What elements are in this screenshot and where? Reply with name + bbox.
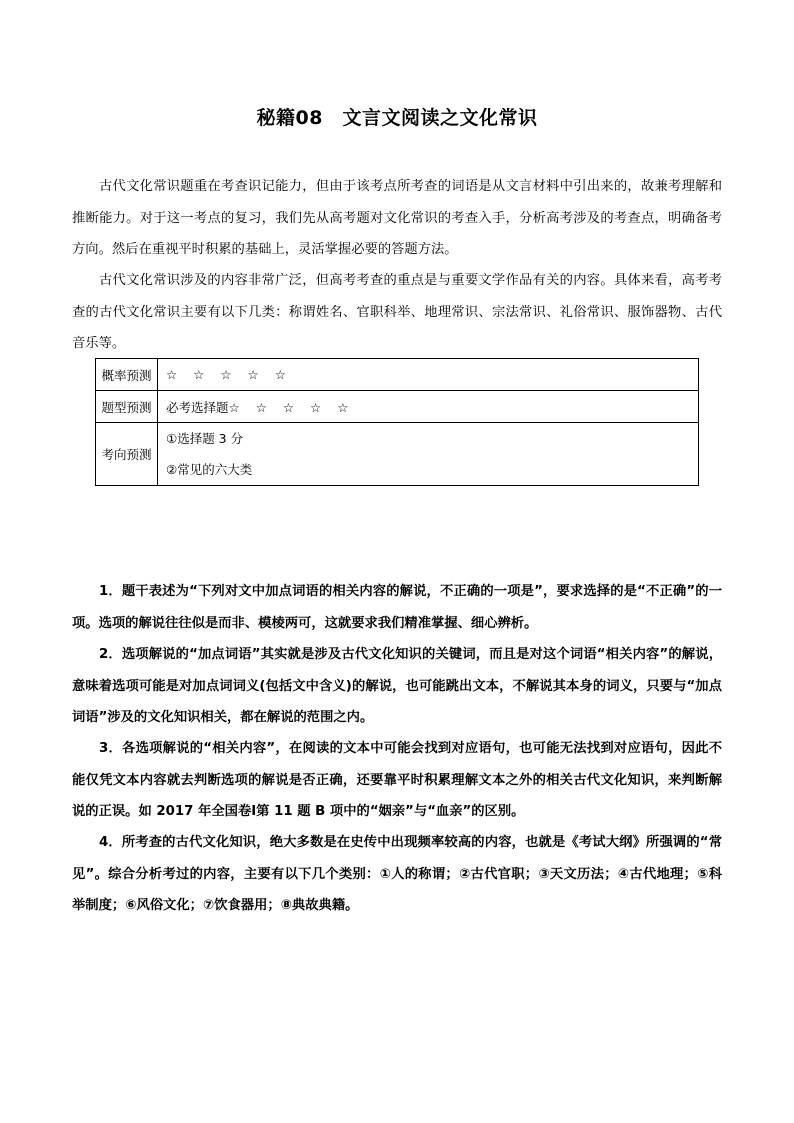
probability-label: 概率预测	[96, 359, 158, 391]
table-row	[96, 359, 699, 391]
question-type-value	[158, 391, 699, 423]
intro-paragraph-2: 古代文化常识涉及的内容非常广泛，但高考考查的重点是与重要文学作品有关的内容。具体来看，高考考查的古代文化常识主要有以下几类：称谓姓名、官职科举、地理常识、宗法常识、礼俗常识、服饰器物、古代音乐等。	[72, 273, 722, 351]
direction-value	[158, 423, 699, 486]
point-paragraph-1: 1．题干表述为“下列对文中加点词语的相关内容的解说，不正确的一项是”，要求选择的是“不正确”的一项。选项的解说往往似是而非、模棱两可，这就要求我们精准掌握、细心辨析。	[72, 584, 722, 631]
direction-line-2: ②常见的六大类	[166, 462, 253, 477]
question-type-text: 必考选择题	[166, 399, 229, 415]
direction-label: 考向预测	[96, 423, 158, 486]
page-title: 秘籍08 文言文阅读之文化常识	[256, 107, 538, 129]
table-row	[96, 423, 699, 486]
star-rating: ☆ ☆ ☆ ☆ ☆	[228, 399, 355, 415]
probability-stars	[158, 359, 699, 391]
table-row	[96, 391, 699, 423]
forecast-table	[95, 358, 699, 486]
point-paragraph-3: 3．各选项解说的“相关内容”，在阅读的文本中可能会找到对应语句，也可能无法找到对应语句，因此不能仅凭文本内容就去判断选项的解说是否正确，还要靠平时积累理解文本之外的相关古代文化知识，来判断解说的正误。如 2017 年全国卷Ⅰ第 11 题 B 项中的“姻亲”与“血亲”的区别。	[72, 741, 722, 819]
star-rating: ☆ ☆ ☆ ☆ ☆	[166, 367, 292, 382]
point-paragraph-4: 4．所考查的古代文化知识，绝大多数是在史传中出现频率较高的内容，也就是《考试大纲》所强调的“常见”。综合分析考过的内容，主要有以下几个类别：①人的称谓；②古代官职；③天文历法；④古代地理；⑤科举制度；⑥风俗文化；⑦饮食器用；⑧典故典籍。	[72, 835, 722, 913]
direction-line-1: ①选择题 3 分	[166, 431, 244, 446]
point-paragraph-2: 2．选项解说的“加点词语”其实就是涉及古代文化知识的关键词，而且是对这个词语“相关内容”的解说，意味着选项可能是对加点词词义(包括文中含义)的解说，也可能跳出文本，不解说其本身的词义，只要与“加点词语”涉及的文化知识相关，都在解说的范围之内。	[72, 647, 722, 725]
question-type-label: 题型预测	[96, 391, 158, 423]
intro-paragraph-1: 古代文化常识题重在考查识记能力，但由于该考点所考查的词语是从文言材料中引出来的，故兼考理解和推断能力。对于这一考点的复习，我们先从高考题对文化常识的考查入手，分析高考涉及的考查点，明确备考方向。然后在重视平时积累的基础上，灵活掌握必要的答题方法。	[72, 179, 722, 257]
